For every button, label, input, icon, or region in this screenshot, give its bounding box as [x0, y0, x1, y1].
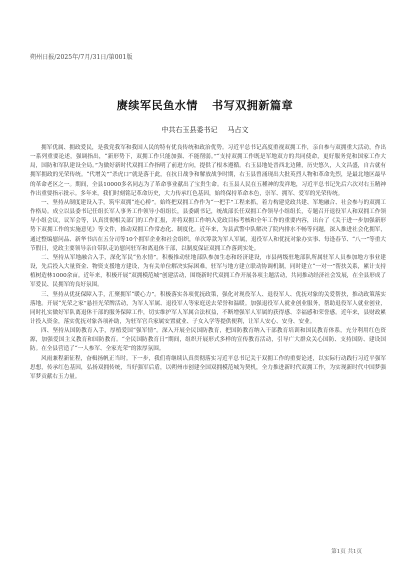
paragraph: 二、坚持从军地融合入手，深化军民“鱼水情”。积极推动驻地部队参加生态和经济建设，市县两级驻地部队所属驻军人员参加地方事业建设，先后投入大量资金、物资支援地方建设，为有关单位解决实际困难，驻军与地方建立联动协调机制，同时建立“一对一”帮扶关系，累计支持植树造林1000余亩。近年来，积极开展“双拥模范城”创建活动，围绕新时代双拥工作开展各项主题活动，共同推动经济社会发展，在全县形成了军爱民、民拥军的良好氛围。 [30, 254, 386, 289]
page-footer: 第1页 共1页 [331, 549, 362, 555]
byline-name: 马占文 [227, 126, 249, 134]
title-main: 赓续军民鱼水情 [116, 99, 198, 112]
paragraph: 一、坚持从制度建设入手，筑牢双拥“连心桥”。始终把双拥工作作为“一把手”工程来抓，着力构建党政共建、军地融合、社会参与的双拥工作格局。成立以县委书记任组长军人事务工作领导小组组长，县委副书记，统战部长任双拥工作领导小组组长，专题召开退役军人和双拥工作领导小组会议，议军会等，认真贯彻相关部门的工作汇报，并将双拥工作纳入党政目标考核和全年工作的重要内容，出台了《关于进一步加强新形势下双拥工作的实施意见》等文件，推动双拥工作常态化、制度化。近年来，为县武警中队解决了院内排水不畅等问题，深入推进社会化拥军，通过整编慰问品、新华书店在五分司等10个拥军企业和社会组织，单次筹款为军人军属，退役军人和优抚对象办实事、每逢春节、“八一”等重大节假日，党政主要领导亲自带队走访慰问驻军和离退休干部，以制度保证双拥工作落到实处。 [30, 199, 386, 252]
article-title [0, 97, 410, 113]
paragraph: 风雨兼程新征程，奋楫扬帆正当时。下一步，我们将继续认真贯彻落实习近平总书记关于双拥工作的重要论述，以实际行动践行习近平强军思想，传承红色基因，弘扬双拥传统，当好强军后盾，以朔州市创建全国双拥模范城为契机，全力推进新时代双拥工作，为实现新时代中国梦强军梦贡献右玉力量。 [30, 355, 386, 380]
paragraph: 拥军优属、拥政爱民，是我党我军和我国人民的特有优良传统和政治优势。习近平总书记高度重视双拥工作，亲自参与双拥重大活动，作出一系列重要论述，强调指出，“新形势下，双拥工作只能加强、不能削弱。”“支持双拥工作既是军地双方的共同使命，更好服务党和国家工作大局，国防和军队建设全局。”为做好新时代双拥工作指明了前进方向，提供了根本遵循。右玉县地处晋西北边陲，历史悠久，人文昌盛，自古就有拥军拥政的光荣传统。“代增关”“杀虎口”就是落于此，在抗日战争和解放战争时期，右玉县曾涌现出大批英烈人物和革命先烈，是最北地区最早的革命老区之一。期间，全县10000多名同志为了革命事业献出了宝贵生命。右玉县人民在五種神的发祥地，习近平总书记先后六次对右玉精神作出重要指示批示。多年来，我们时刻铭记革命历史，大力传承红色基因，始终保持革命本色，崇军、拥军、爱军的光荣传统。 [30, 145, 386, 197]
dateline: 朔州日报/2025年/7月/31日/第001版 [30, 54, 133, 61]
byline [0, 125, 410, 135]
article-body [30, 144, 386, 382]
byline-org: 中共右玉县委书记 [161, 126, 218, 134]
paragraph: 四、坚持从国防教育入手，厚植爱国“强军情”。深入开展全民国防教育，把国防教育纳入干部教育培训和国民教育体系，充分利用红色资源，加强爱国主义教育和国防教育。“全民国防教育日”期间，组织开展形式多样的宣传教育活动，引导广大群众关心国防、支持国防、建设国防。在全县营造了“一人参军、全家光荣”的浓厚氛围。 [30, 328, 386, 353]
title-sub: 书写双拥新篇章 [212, 99, 294, 112]
paragraph: 三、坚持从优抚保障入手，汇聚拥军“暖心力”。积极落实各项优抚政策，强化对现役军人、退役军人、优抚对象的关爱帮扶，推动政策落实落地。开展“光荣之家”悬挂光荣牌活动，为军人军属、退役军人等家庭送去荣誉和温暖。加强退役军人就业创业服务，帮助退役军人就业创业，同时扎实做好军队离退休干部的服务保障工作，切实维护军人军属合法权益，不断增强军人军属的获得感、幸福感和荣誉感。近年来，县财政累计投入资金，落实优抚对象各项补助，为驻军官兵家属安置就业、子女入学等提供便利，让军人安心、安身、安业。 [30, 291, 386, 325]
